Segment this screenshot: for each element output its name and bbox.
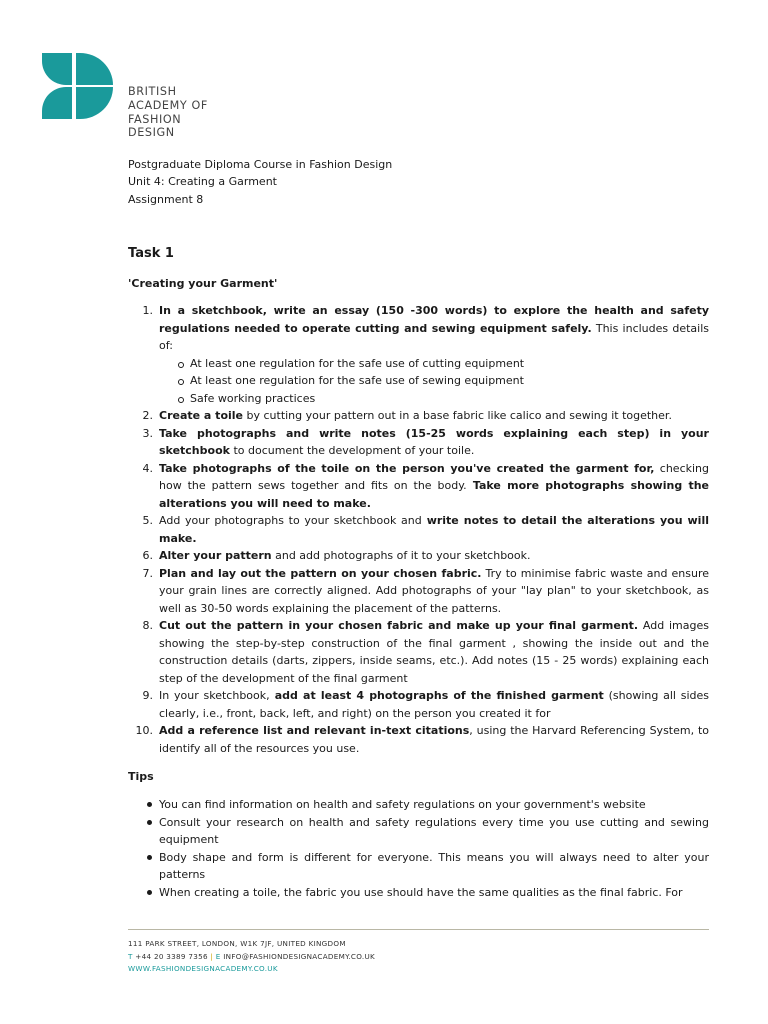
tip-item: Consult your research on health and safety regulations every time you use cutting and sewing equipment bbox=[128, 814, 709, 849]
task-item: 8. Cut out the pattern in your chosen fabric and make up your final garment. Add images showing the step-by-step construction of the final garment , showing the inside out and the construction details (darts, zippers, inside seams, etc.). Add notes (15 - 25 words) explaining each step of the development of the final garment bbox=[142, 619, 709, 685]
unit-title: Unit 4: Creating a Garment bbox=[128, 175, 277, 189]
academy-logo bbox=[42, 53, 114, 119]
task-subtitle: 'Creating your Garment' bbox=[128, 277, 278, 290]
task-list bbox=[128, 302, 709, 757]
footer-address: 111 PARK STREET, LONDON, W1K 7JF, UNITED KINGDOM bbox=[128, 939, 346, 948]
footer bbox=[128, 938, 375, 976]
task-item: 3. Take photographs and write notes (15-25 words explaining each step) in your sketchbook to document the development of your toile. bbox=[142, 426, 709, 457]
task-item: 9. In your sketchbook, add at least 4 photographs of the finished garment (showing all sides clearly, i.e., front, back, left, and right) on the person you created it for bbox=[142, 689, 710, 720]
tip-item: When creating a toile, the fabric you use should have the same qualities as the final fabric. For bbox=[128, 884, 709, 902]
course-title: Postgraduate Diploma Course in Fashion Design bbox=[128, 158, 393, 171]
task-item: 10. Add a reference list and relevant in-text citations, using the Harvard Referencing System, to identify all of the resources you use. bbox=[135, 724, 709, 755]
footer-website[interactable]: WWW.FASHIONDESIGNACADEMY.CO.UK bbox=[128, 964, 278, 973]
task-item: 2. Create a toile by cutting your pattern out in a base fabric like calico and sewing it together. bbox=[142, 409, 672, 422]
sub-item: Safe working practices bbox=[159, 390, 709, 408]
footer-divider bbox=[128, 929, 709, 930]
task-item: 4. Take photographs of the toile on the person you've created the garment for, checking how the pattern sews together and fits on the body. Take more photographs showing the alterations you will need to make. bbox=[142, 461, 709, 510]
assignment-number: Assignment 8 bbox=[128, 192, 204, 206]
sub-item: At least one regulation for the safe use of cutting equipment bbox=[159, 355, 709, 373]
task-item: 1. In a sketchbook, write an essay (150 -300 words) to explore the health and safety regulations needed to operate cutting and sewing equipment safely. This includes details of: At least one regulation for the safe use of cutting equipment At least one regulation for the safe use of sewing equipment Safe working practices bbox=[128, 302, 709, 407]
tips-heading: Tips bbox=[128, 770, 154, 783]
footer-contact: T +44 20 3389 7356 | E INFO@FASHIONDESIGNACADEMY.CO.UK bbox=[128, 951, 376, 961]
tips-list bbox=[128, 796, 709, 901]
task-heading: Task 1 bbox=[128, 246, 174, 261]
task-item: 5. Add your photographs to your sketchbook and write notes to detail the alterations you will make. bbox=[142, 514, 709, 545]
sub-list bbox=[159, 355, 709, 408]
task-item: 6. Alter your pattern and add photographs of it to your sketchbook. bbox=[142, 549, 531, 562]
course-info bbox=[128, 156, 392, 208]
footer-email[interactable]: INFO@FASHIONDESIGNACADEMY.CO.UK bbox=[223, 951, 376, 961]
footer-phone: +44 20 3389 7356 bbox=[135, 951, 208, 961]
tip-item: You can find information on health and safety regulations on your government's website bbox=[128, 796, 709, 814]
task-item: 7. Plan and lay out the pattern on your chosen fabric. Try to minimise fabric waste and ensure your grain lines are correctly aligned. Add photographs of your "lay plan" to your sketchbook, as well as 30-50 words explaining the placement of the patterns. bbox=[142, 566, 709, 615]
tip-item: Body shape and form is different for everyone. This means you will always need to alter your patterns bbox=[128, 849, 709, 884]
academy-name: BRITISH ACADEMY OF FASHION DESIGN bbox=[128, 85, 208, 140]
sub-item: At least one regulation for the safe use of sewing equipment bbox=[159, 372, 709, 390]
